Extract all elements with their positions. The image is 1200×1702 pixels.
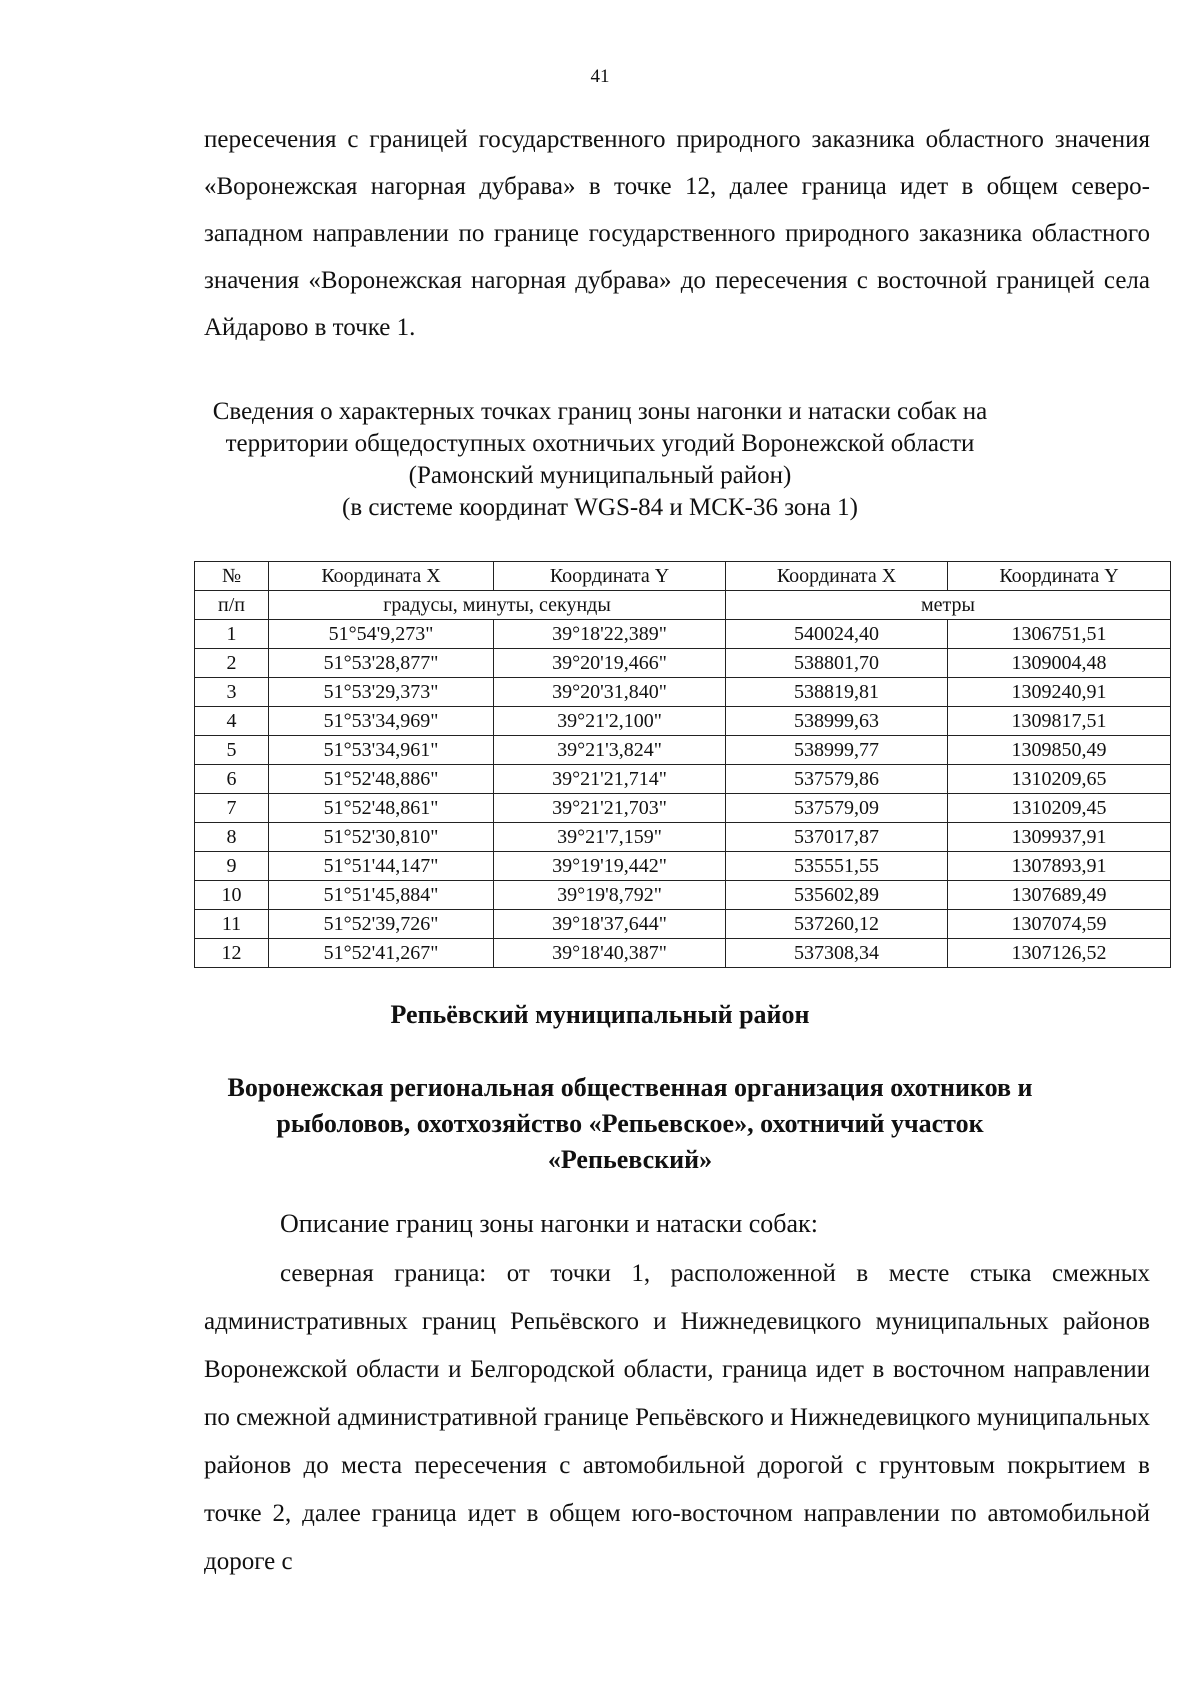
cell-y-deg: 39°20'19,466" (494, 649, 726, 678)
cell-y-m: 1310209,65 (948, 765, 1171, 794)
cell-y-deg: 39°21'21,703" (494, 794, 726, 823)
cell-y-m: 1309240,91 (948, 678, 1171, 707)
header-num-sub: п/п (195, 591, 269, 620)
table-title-line: территории общедоступных охотничьих угодий Воронежской области (225, 430, 975, 457)
cell-num: 12 (195, 939, 269, 968)
table-row (195, 707, 1171, 736)
header-m-units: метры (726, 591, 1171, 620)
cell-x-m: 535551,55 (726, 852, 948, 881)
cell-num: 9 (195, 852, 269, 881)
cell-y-deg: 39°18'37,644" (494, 910, 726, 939)
header-deg-units: градусы, минуты, секунды (269, 591, 726, 620)
header-coord-y-deg: Координата Y (494, 562, 726, 591)
table-title (190, 396, 1010, 524)
table-row (195, 794, 1171, 823)
cell-num: 10 (195, 881, 269, 910)
cell-x-deg: 51°52'48,861" (269, 794, 494, 823)
cell-y-m: 1306751,51 (948, 620, 1171, 649)
cell-num: 3 (195, 678, 269, 707)
cell-y-deg: 39°18'40,387" (494, 939, 726, 968)
cell-y-m: 1309937,91 (948, 823, 1171, 852)
org-heading-line: Воронежская региональная общественная организация охотников и (227, 1073, 1033, 1102)
cell-x-deg: 51°54'9,273" (269, 620, 494, 649)
page-number: 41 (590, 66, 610, 87)
cell-y-m: 1309850,49 (948, 736, 1171, 765)
cell-x-deg: 51°52'39,726" (269, 910, 494, 939)
cell-y-deg: 39°19'8,792" (494, 881, 726, 910)
header-num: № (195, 562, 269, 591)
header-coord-y-m: Координата Y (948, 562, 1171, 591)
cell-num: 1 (195, 620, 269, 649)
cell-y-deg: 39°21'21,714" (494, 765, 726, 794)
cell-y-m: 1307893,91 (948, 852, 1171, 881)
cell-num: 5 (195, 736, 269, 765)
header-coord-x-m: Координата X (726, 562, 948, 591)
table-row (195, 736, 1171, 765)
table-title-line: (Рамонский муниципальный район) (408, 462, 792, 489)
header-coord-x-deg: Координата X (269, 562, 494, 591)
cell-y-deg: 39°21'3,824" (494, 736, 726, 765)
cell-x-deg: 51°51'44,147" (269, 852, 494, 881)
cell-y-deg: 39°21'2,100" (494, 707, 726, 736)
cell-x-deg: 51°53'29,373" (269, 678, 494, 707)
cell-x-m: 538999,63 (726, 707, 948, 736)
cell-x-deg: 51°52'48,886" (269, 765, 494, 794)
table-row (195, 649, 1171, 678)
cell-num: 7 (195, 794, 269, 823)
cell-x-m: 538999,77 (726, 736, 948, 765)
table-row (195, 823, 1171, 852)
cell-x-deg: 51°52'30,810" (269, 823, 494, 852)
cell-x-deg: 51°51'45,884" (269, 881, 494, 910)
table-row (195, 765, 1171, 794)
table-row (195, 678, 1171, 707)
cell-x-deg: 51°53'34,969" (269, 707, 494, 736)
cell-x-deg: 51°53'34,961" (269, 736, 494, 765)
intro-paragraph: пересечения с границей государственного природного заказника областного значения «Воронежская нагорная дубрава» в точке 12, далее граница идет в общем северо-западном направлении по границе государственного природного заказника областного значения «Воронежская нагорная дубрава» до пересечения с восточной границей села Айдарово в точке 1. (204, 126, 1150, 341)
cell-y-m: 1309004,48 (948, 649, 1171, 678)
cell-x-m: 537260,12 (726, 910, 948, 939)
coordinates-table (194, 561, 1171, 968)
coordinates-table-body (195, 562, 1171, 968)
district-heading: Репьёвский муниципальный район (390, 1000, 810, 1029)
cell-y-m: 1307126,52 (948, 939, 1171, 968)
cell-x-m: 537579,09 (726, 794, 948, 823)
table-title-line: Сведения о характерных точках границ зоны нагонки и натаски собак на (212, 398, 988, 425)
table-row (195, 620, 1171, 649)
table-row (195, 910, 1171, 939)
cell-x-m: 538801,70 (726, 649, 948, 678)
cell-x-m: 535602,89 (726, 881, 948, 910)
org-heading-line: «Репьевский» (547, 1145, 713, 1174)
cell-y-deg: 39°18'22,389" (494, 620, 726, 649)
table-row (195, 939, 1171, 968)
cell-y-m: 1307074,59 (948, 910, 1171, 939)
cell-num: 6 (195, 765, 269, 794)
table-units-row (195, 591, 1171, 620)
cell-y-deg: 39°21'7,159" (494, 823, 726, 852)
cell-num: 2 (195, 649, 269, 678)
cell-x-m: 540024,40 (726, 620, 948, 649)
cell-x-m: 537017,87 (726, 823, 948, 852)
cell-num: 4 (195, 707, 269, 736)
org-heading-line: рыболовов, охотхозяйство «Репьевское», охотничий участок (276, 1109, 984, 1138)
cell-y-deg: 39°19'19,442" (494, 852, 726, 881)
description-heading: Описание границ зоны нагонки и натаски собак: (280, 1209, 818, 1238)
organization-heading (190, 1070, 1070, 1178)
cell-x-deg: 51°53'28,877" (269, 649, 494, 678)
cell-x-deg: 51°52'41,267" (269, 939, 494, 968)
north-boundary-paragraph: северная граница: от точки 1, расположенной в месте стыка смежных административных границ Репьёвского и Нижнедевицкого муниципальных районов Воронежской области и Белгородской области, граница идет в восточном направлении по смежной административной границе Репьёвского и Нижнедевицкого муниципальных районов до места пересечения с автомобильной дорогой с грунтовым покрытием в точке 2, далее граница идет в общем юго-восточном направлении по автомобильной дороге с (204, 1260, 1150, 1575)
table-row (195, 881, 1171, 910)
cell-num: 8 (195, 823, 269, 852)
cell-num: 11 (195, 910, 269, 939)
table-title-line: (в системе координат WGS-84 и МСК-36 зона 1) (342, 494, 858, 521)
cell-y-m: 1310209,45 (948, 794, 1171, 823)
cell-y-m: 1309817,51 (948, 707, 1171, 736)
cell-x-m: 537308,34 (726, 939, 948, 968)
table-header-row (195, 562, 1171, 591)
cell-x-m: 537579,86 (726, 765, 948, 794)
cell-y-deg: 39°20'31,840" (494, 678, 726, 707)
table-row (195, 852, 1171, 881)
cell-x-m: 538819,81 (726, 678, 948, 707)
cell-y-m: 1307689,49 (948, 881, 1171, 910)
